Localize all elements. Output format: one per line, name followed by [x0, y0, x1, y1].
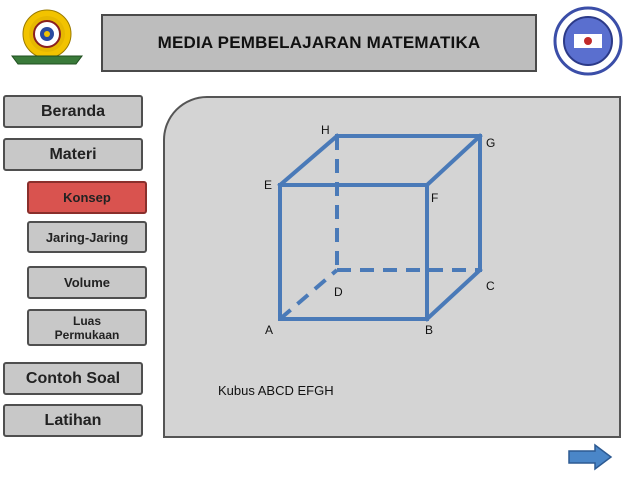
vertex-label-g: G: [486, 136, 496, 150]
edge-fg: [427, 136, 480, 185]
edge-eh: [280, 136, 337, 185]
edge-ad-hidden: [280, 270, 337, 319]
nav-contoh-soal-label: Contoh Soal: [25, 369, 121, 387]
nav-konsep-label: Konsep: [63, 190, 111, 205]
right-arrow-icon: [567, 443, 613, 471]
vertex-label-c: C: [486, 279, 495, 293]
nav-luas-permukaan-label: Luas Permukaan: [54, 313, 120, 342]
nav-volume-label: Volume: [64, 275, 110, 290]
nav-materi-label: Materi: [49, 145, 97, 163]
vertex-label-a: A: [265, 323, 274, 337]
nav-beranda-label: Beranda: [40, 102, 106, 120]
vertex-label-b: B: [425, 323, 434, 337]
vertex-label-f: F: [431, 191, 439, 205]
nav-jaring-jaring-label: Jaring-Jaring: [45, 229, 129, 245]
vertex-label-h: H: [321, 123, 330, 137]
vertex-label-d: D: [334, 285, 343, 299]
cube-caption: Kubus ABCD EFGH: [218, 383, 334, 398]
vertex-label-e: E: [264, 178, 273, 192]
next-button[interactable]: [567, 443, 613, 471]
nav-latihan-label: Latihan: [44, 411, 102, 429]
edge-bc: [427, 270, 480, 319]
page-title: MEDIA PEMBELAJARAN MATEMATIKA: [101, 14, 537, 72]
